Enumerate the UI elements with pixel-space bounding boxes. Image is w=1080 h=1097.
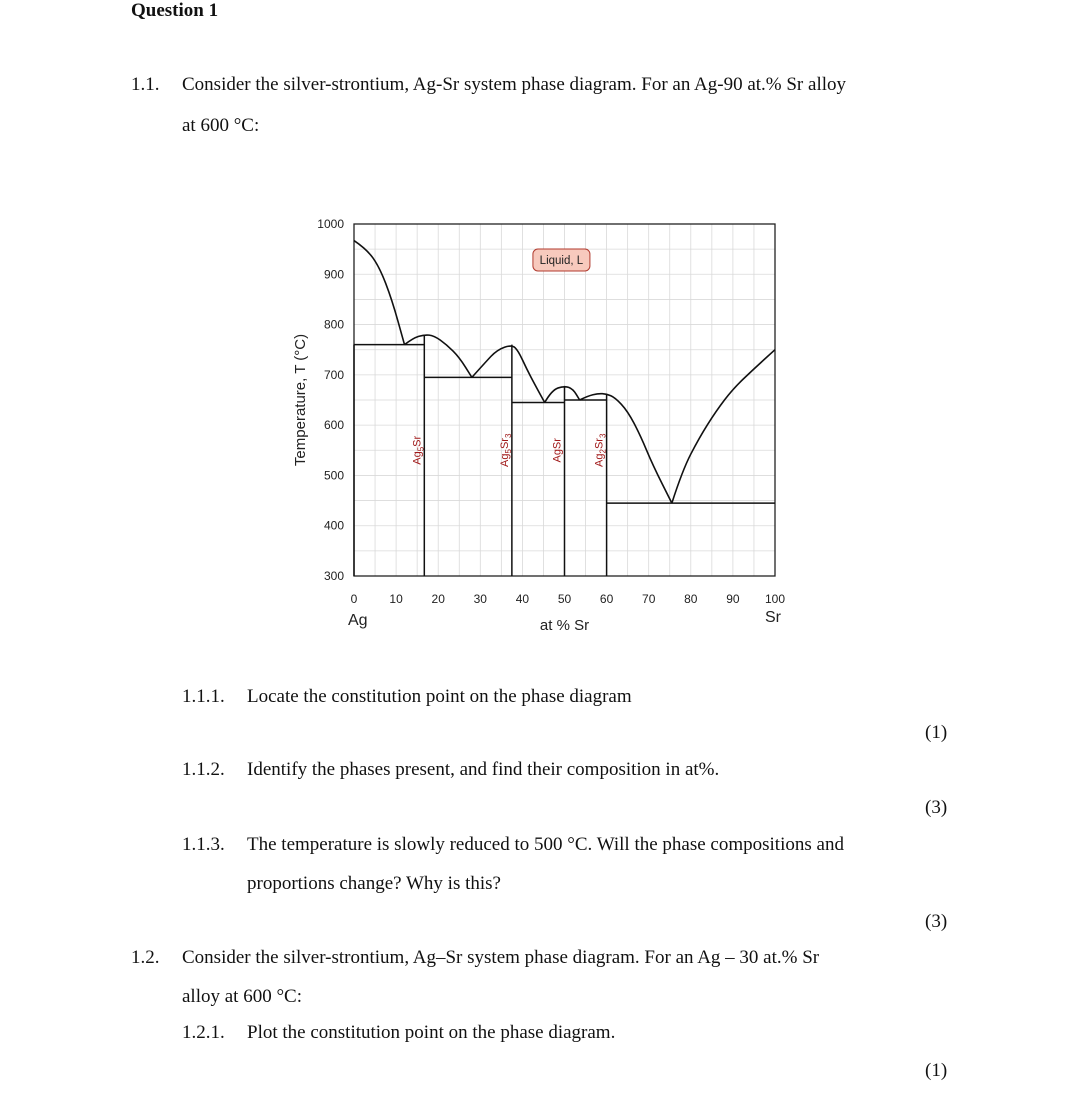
x-tick-label: 100 [764,592,786,606]
q1-1-3-text-line1: The temperature is slowly reduced to 500 °C. Will the phase compositions and [247,834,844,855]
x-tick-label: 10 [389,592,403,606]
x-tick-label: 30 [473,592,487,606]
q1-1-3-number: 1.1.3. [182,834,225,855]
y-tick-label: 300 [323,569,344,583]
y-tick-label: 1000 [317,217,344,231]
x-tick-label: 80 [684,592,698,606]
q1-1-3-text-line2: proportions change? Why is this? [247,873,501,894]
q1-1-text-line2: at 600 °C: [182,115,260,136]
q1-2-text-line2: alloy at 600 °C: [182,986,303,1007]
compound-label: $Ag_5Sr$ [411,435,426,465]
y-tick-label: 600 [323,418,344,433]
q1-1-1-number: 1.1.1. [182,686,225,707]
liquidus-curve [354,241,405,345]
x-tick-label: 40 [515,592,530,606]
x-tick-label: 60 [599,592,614,606]
liquidus-curve [672,350,775,503]
q1-2-1-marks: (1) [925,1060,948,1081]
y-tick-label: 400 [323,518,344,533]
y-tick-label: 800 [323,317,344,332]
compound-label: $Ag_5Sr_3$ [498,433,513,467]
question-heading: Question 1 [131,0,219,21]
liquidus-curve [472,346,545,402]
x-axis-title: at % Sr [539,617,590,634]
q1-2-1-text: Plot the constitution point on the phase diagram. [247,1022,616,1043]
y-tick-label: 900 [323,267,344,282]
q1-2-text-line1: Consider the silver-strontium, Ag–Sr system phase diagram. For an Ag – 30 at.% Sr [182,947,820,968]
y-tick-label: 500 [323,468,344,483]
y-tick-label: 700 [323,367,344,382]
q1-2-1-number: 1.2.1. [182,1022,225,1043]
q1-1-text-line1: Consider the silver-strontium, Ag-Sr system phase diagram. For an Ag-90 at.% Sr alloy [182,74,846,95]
q1-1-1-marks: (1) [925,722,948,743]
x-tick-label: 90 [726,592,740,606]
compound-label: $Ag_2Sr_3$ [593,433,608,467]
x-end-label-sr: Sr [765,609,781,626]
q1-2-number: 1.2. [131,947,160,968]
x-tick-label: 50 [557,592,572,606]
y-axis-title: Temperature, T (°C) [292,333,309,467]
x-tick-label: 20 [431,592,445,606]
x-end-label-ag: Ag [348,612,368,629]
liquid-region-label: Liquid, L [539,255,584,267]
q1-1-1-text: Locate the constitution point on the phase diagram [247,686,632,707]
q1-1-2-marks: (3) [925,797,948,818]
x-tick-label: 70 [642,592,656,606]
compound-label: AgSr [551,438,564,463]
q1-1-3-marks: (3) [925,911,948,932]
q1-1-number: 1.1. [131,74,160,95]
q1-1-2-number: 1.1.2. [182,759,225,780]
x-tick-label: 0 [350,592,358,606]
q1-1-2-text: Identify the phases present, and find their composition in at%. [247,759,720,780]
